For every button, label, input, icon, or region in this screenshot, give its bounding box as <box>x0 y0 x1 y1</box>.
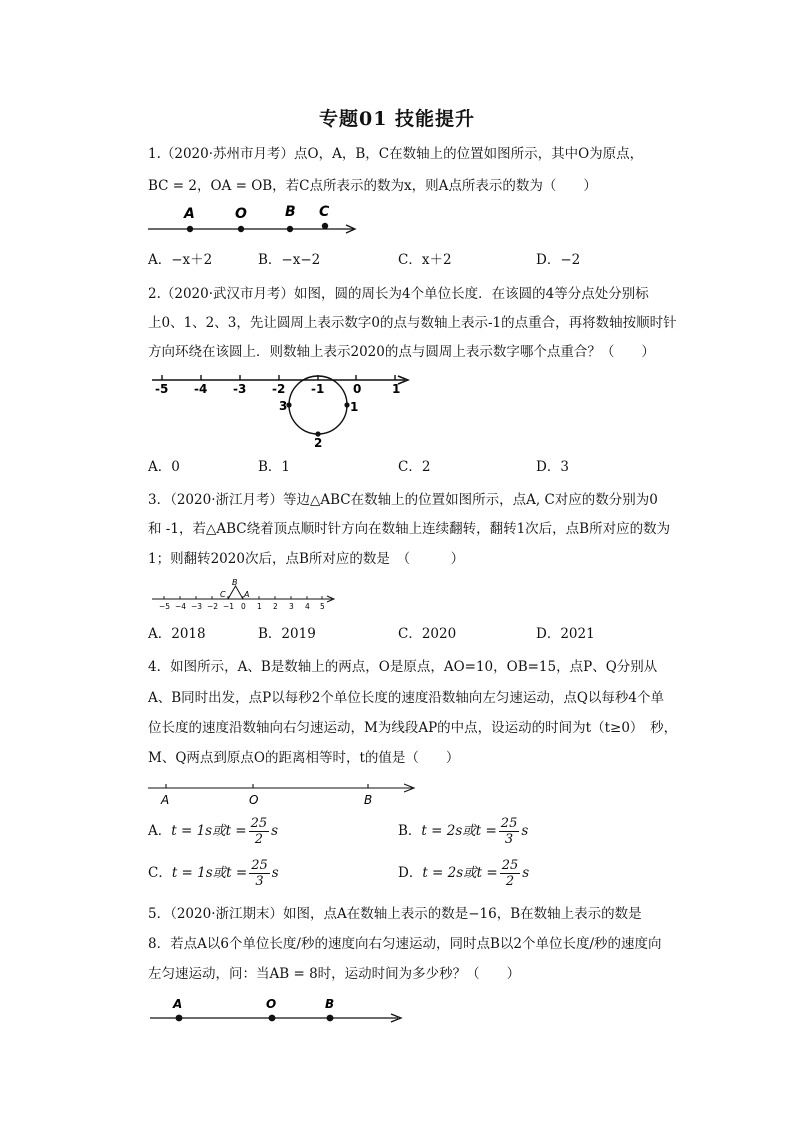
q3-text-line3: 1；则翻转2020次后，点B所对应的数是 （ ） <box>148 551 465 567</box>
q4-text-line2: A、B同时出发，点P以每秒2个单位长度的速度沿数轴向左匀速运动，点Q以每秒4个单 <box>148 690 664 706</box>
q2-tick-label: -1 <box>311 382 325 396</box>
q1-point-c <box>322 223 328 229</box>
q1-number-line-figure <box>148 200 368 240</box>
q3-tick-label: −2 <box>207 602 219 611</box>
q4-label-b: B <box>364 793 373 807</box>
q3-text-line2: 和 -1，若△ABC绕着顶点顺时针方向在数轴上连续翻转，翻转1次后，点B所对应的数为 <box>148 521 671 537</box>
q5-label-a: A <box>173 997 183 1011</box>
q3-tick-label: 4 <box>305 602 310 611</box>
q2-option-a[interactable]: A．0 <box>148 459 180 475</box>
q3-option-c[interactable]: C．2020 <box>398 626 457 642</box>
q2-tick-label: -5 <box>155 382 169 396</box>
q5-point-b <box>327 1015 334 1022</box>
q3-tick-label: −1 <box>223 602 235 611</box>
q2-tick-label: 1 <box>392 382 401 396</box>
q3-tick-label: −3 <box>191 602 203 611</box>
q3-tri-label-b: B <box>232 578 238 587</box>
q2-circle-point-1 <box>344 402 349 407</box>
q4-option-d[interactable] <box>398 858 529 889</box>
q3-tri-label-a: A <box>244 590 250 599</box>
q4-text-line4: M、Q两点到原点O的距离相等时，t的值是（ ） <box>148 750 460 766</box>
q4-text-line1: 4．如图所示，A、B是数轴上的两点，O是原点，AO=10，OB=15，点P、Q分别从 <box>148 659 658 675</box>
q5-number-line-figure <box>148 995 408 1030</box>
fraction-numerator: 25 <box>250 816 268 831</box>
q2-tick-label: 0 <box>353 382 362 396</box>
q4-option-a-fraction <box>249 816 270 847</box>
q4-option-c-prefix: C． <box>148 865 172 881</box>
q4-text-line3: 位长度的速度沿数轴向右匀速运动，M为线段AP的中点，设运动的时间为t（t≥0） 秒， <box>148 720 678 736</box>
fraction-numerator: 25 <box>501 858 519 873</box>
q1-point-a <box>187 226 193 232</box>
q3-tick-label: 1 <box>257 602 262 611</box>
q1-text-line1: 1.（2020·苏州市月考）点O，A，B，C在数轴上的位置如图所示，其中O为原点， <box>148 146 644 162</box>
q5-text-line3: 左匀速运动，问：当AB = 8时，运动时间为多少秒？（ ） <box>148 966 521 982</box>
q5-label-b: B <box>325 997 335 1011</box>
q1-label-a: A <box>184 206 195 222</box>
q1-label-o: O <box>235 206 247 222</box>
q1-option-c[interactable]: C．x＋2 <box>398 252 452 268</box>
q5-point-o <box>269 1015 276 1022</box>
q4-label-o: O <box>249 793 259 807</box>
q4-option-a[interactable] <box>148 816 278 847</box>
q3-text-line1: 3．（2020·浙江月考）等边△ABC在数轴上的位置如图所示，点A, C对应的数分别为0 <box>148 492 658 508</box>
q4-option-b-text: t = 2s或t = <box>421 823 497 839</box>
q1-label-b: B <box>285 204 296 220</box>
q3-tick-label: −4 <box>175 602 187 611</box>
q2-option-d[interactable]: D．3 <box>536 459 569 475</box>
q4-option-a-unit: s <box>271 823 279 839</box>
q4-option-d-prefix: D． <box>398 865 423 881</box>
q2-circle-number-line-figure <box>150 368 420 450</box>
fraction-numerator: 25 <box>500 816 518 831</box>
q1-option-b[interactable]: B．−x−2 <box>258 252 321 268</box>
q4-option-c-unit: s <box>271 865 279 881</box>
page-title: 专题01 技能提升 <box>318 108 476 130</box>
q4-option-b-prefix: B． <box>398 823 422 839</box>
q3-option-a[interactable]: A．2018 <box>148 626 206 642</box>
q4-option-d-fraction <box>500 858 521 889</box>
fraction-denominator: 3 <box>255 874 264 889</box>
q3-tick-label: 3 <box>289 602 294 611</box>
q2-tick-label: -4 <box>194 382 208 396</box>
q4-option-b[interactable] <box>398 816 528 847</box>
q2-text-line1: 2.（2020·武汉市月考）如图，圆的周长为4个单位长度．在该圆的4等分点处分别标 <box>148 286 649 302</box>
q2-circle-label-2: 2 <box>314 436 323 450</box>
q1-option-a[interactable]: A．−x＋2 <box>148 252 213 268</box>
q4-option-a-text: t = 1s或t = <box>171 823 247 839</box>
q4-option-a-prefix: A． <box>148 823 172 839</box>
q4-option-c[interactable] <box>148 858 279 889</box>
q2-text-line3: 方向环绕在该圆上．则数轴上表示2020的点与圆周上表示数字哪个点重合？（ ） <box>148 344 655 360</box>
q3-triangle-number-line-figure <box>150 576 340 616</box>
q4-number-line-figure <box>148 775 423 810</box>
q1-point-b <box>287 226 293 232</box>
q5-text-line1: 5．（2020·浙江期末）如图，点A在数轴上表示的数是−16，B在数轴上表示的数是 <box>148 906 642 922</box>
q2-text-line2: 上0、1、2、3，先让圆周上表示数字0的点与数轴上表示-1的点重合，再将数轴按顺时针 <box>148 315 677 331</box>
fraction-denominator: 2 <box>505 874 515 889</box>
q1-text-line2: BC = 2，OA = OB，若C点所表示的数为x，则A点所表示的数为（ ） <box>148 178 597 194</box>
q4-option-c-text: t = 1s或t = <box>171 865 248 881</box>
q2-tick-label: -2 <box>272 382 286 396</box>
q1-option-d[interactable]: D．−2 <box>536 252 581 268</box>
q4-option-c-fraction <box>249 858 270 889</box>
q2-circle-label-1: 1 <box>350 400 359 414</box>
q4-option-b-fraction <box>499 816 520 847</box>
q3-tri-label-c: C <box>220 590 226 599</box>
q3-tick-label: 5 <box>320 602 325 611</box>
q4-option-d-text: t = 2s或t = <box>422 865 498 881</box>
q2-tick-label: -3 <box>233 382 247 396</box>
q3-option-b[interactable]: B．2019 <box>258 626 316 642</box>
q2-option-c[interactable]: C．2 <box>398 459 431 475</box>
q1-label-c: C <box>319 204 330 220</box>
q4-label-a: A <box>161 793 170 807</box>
q4-option-b-unit: s <box>521 823 529 839</box>
q5-label-o: O <box>266 997 277 1011</box>
q5-text-line2: 8．若点A以6个单位长度/秒的速度向右匀速运动，同时点B以2个单位长度/秒的速度向 <box>148 936 662 952</box>
q3-option-d[interactable]: D．2021 <box>536 626 595 642</box>
q2-option-b[interactable]: B．1 <box>258 459 291 475</box>
q3-tick-label: −5 <box>159 602 171 611</box>
q5-point-a <box>176 1015 183 1022</box>
q3-tick-label: 2 <box>273 602 278 611</box>
fraction-numerator: 25 <box>251 858 268 873</box>
q3-triangle <box>228 586 243 599</box>
q1-point-o <box>238 226 244 232</box>
q3-tick-label: 0 <box>241 602 246 611</box>
fraction-denominator: 2 <box>254 832 264 847</box>
fraction-denominator: 3 <box>504 832 514 847</box>
q2-circle-label-3: 3 <box>279 399 288 413</box>
q4-option-d-unit: s <box>522 865 530 881</box>
